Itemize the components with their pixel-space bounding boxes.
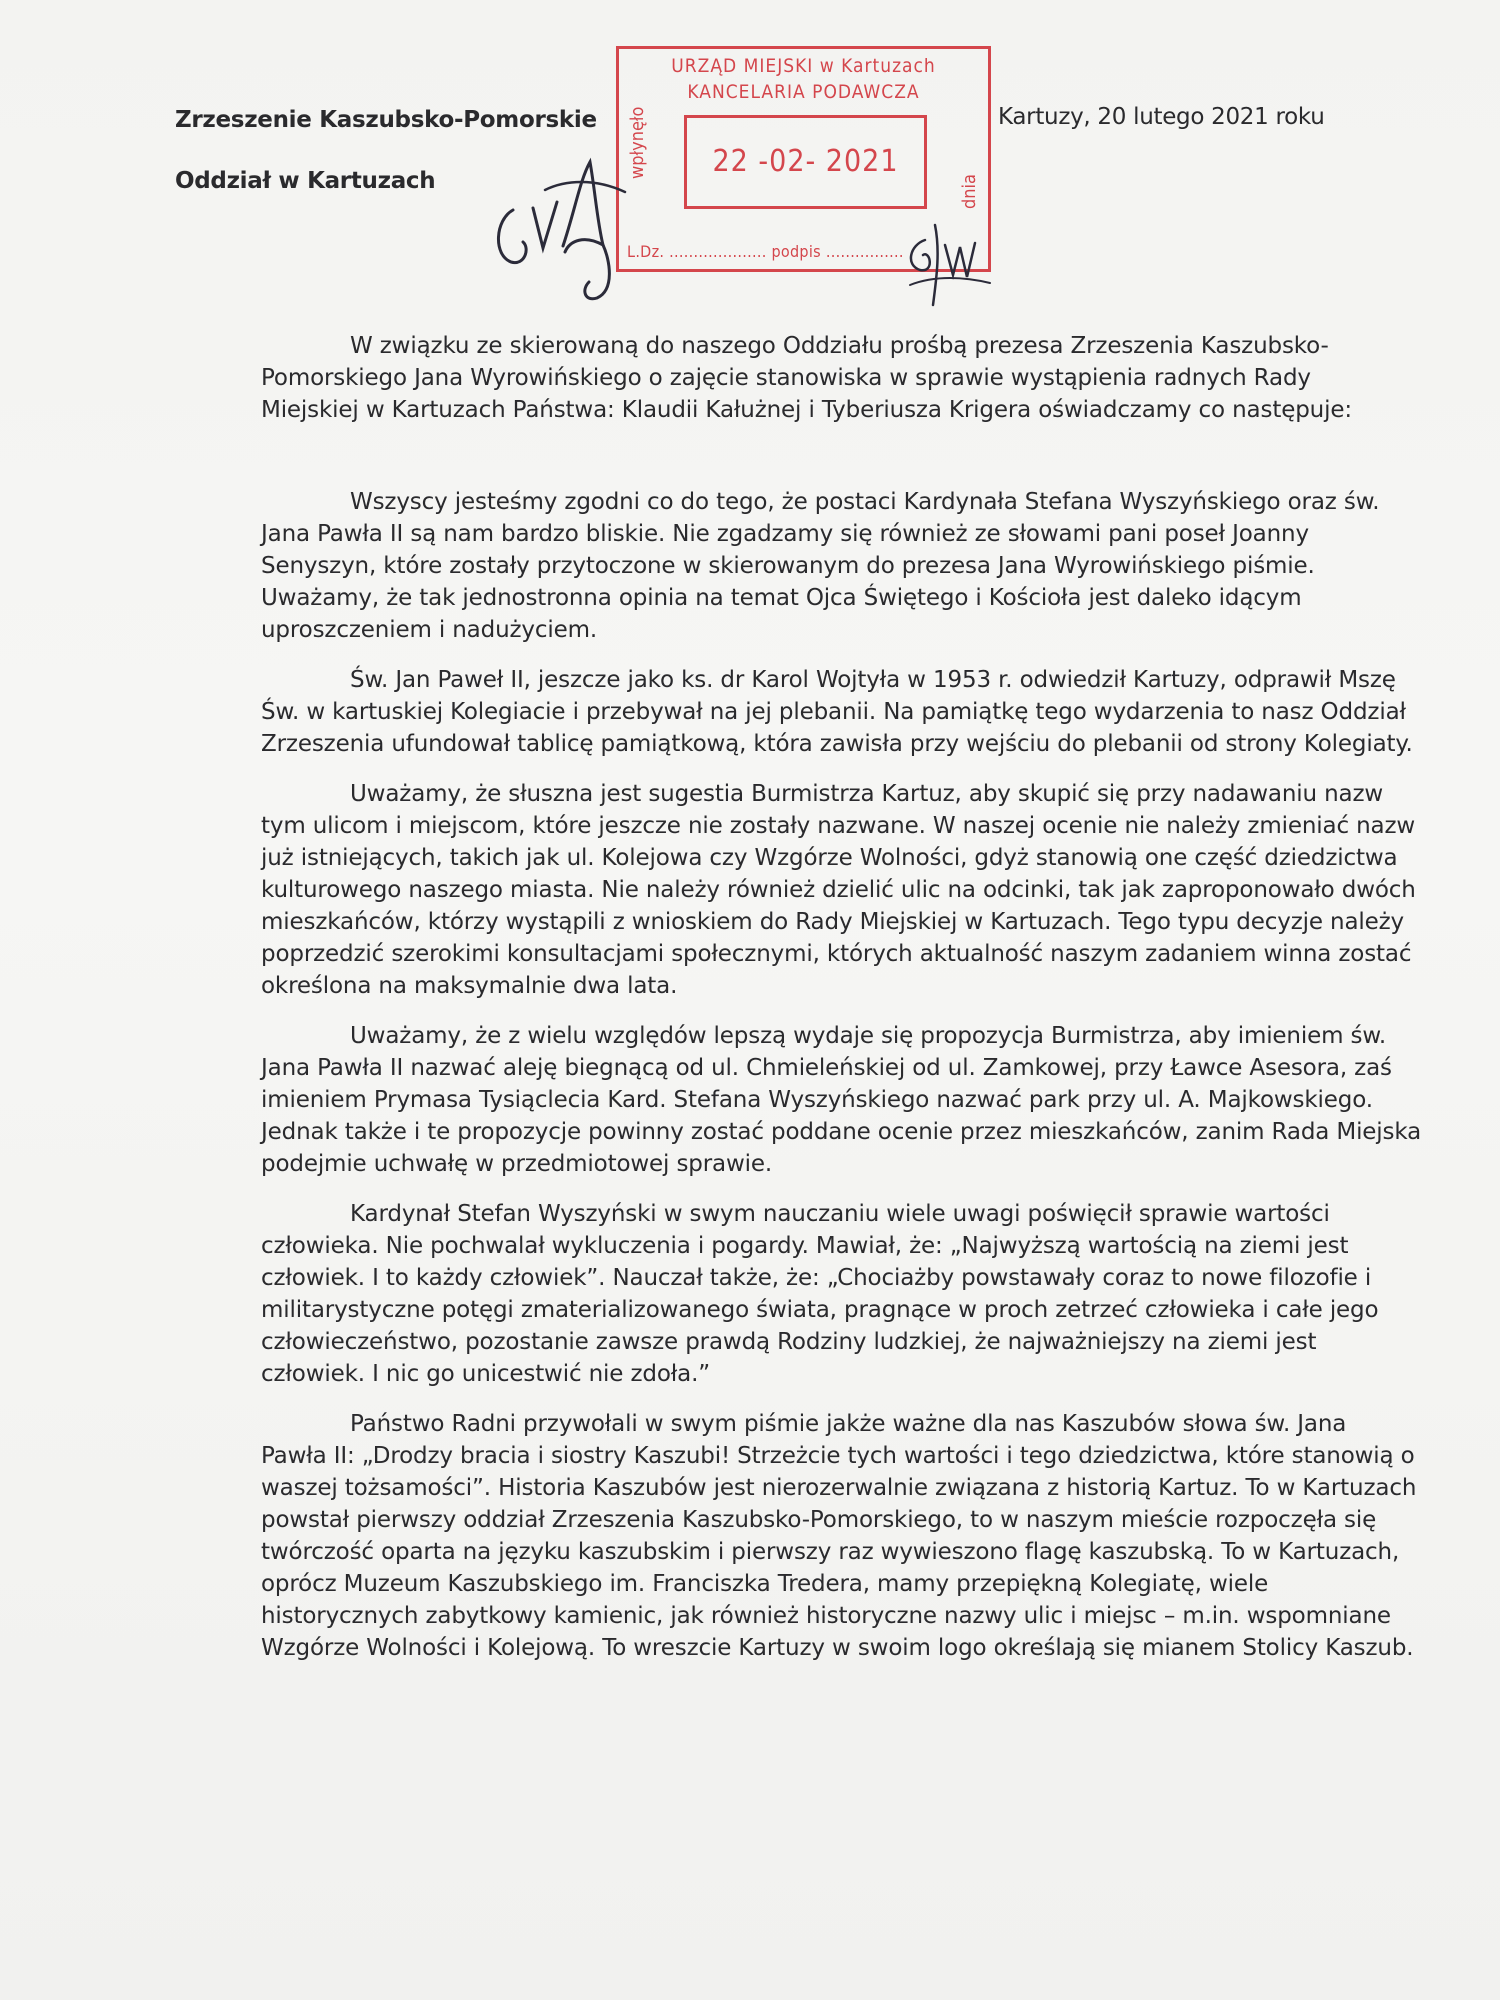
- text-line: określona na maksymalnie dwa lata.: [261, 973, 678, 999]
- stamp-date-box: [684, 115, 927, 209]
- text-line: człowiek. I nic go unicestwić nie zdoła.”: [261, 1361, 710, 1387]
- text-line: Wszyscy jesteśmy zgodni co do tego, że postaci Kardynała Stefana Wyszyńskiego oraz św.: [350, 489, 1380, 515]
- text-line: waszej tożsamości”. Historia Kaszubów jest nierozerwalnie związana z historią Kartuz. To w Kartuzach: [261, 1475, 1417, 1501]
- text-line: Uważamy, że tak jednostronna opinia na temat Ojca Świętego i Kościoła jest daleko idącym: [261, 585, 1302, 611]
- text-line: Miejskiej w Kartuzach Państwa: Klaudii Kałużnej i Tyberiusza Krigera oświadczamy co następuje:: [261, 397, 1352, 423]
- stamp-ldz-line: L.Dz. .................... podpis ................: [627, 242, 904, 261]
- paragraph: [172, 330, 1352, 426]
- text-line: Jana Pawła II nazwać aleję biegnącą od ul. Chmieleńskiej od ul. Zamkowej, przy Ławce Asesora, zaś: [261, 1055, 1392, 1081]
- text-line: człowieczeństwo, pozostanie zawsze prawdą Rodziny ludzkiej, że najważniejszy na ziemi jest: [261, 1329, 1317, 1355]
- text-line: Senyszyn, które zostały przytoczone w skierowanym do prezesa Jana Wyrowińskiego piśmie.: [261, 553, 1315, 579]
- paragraph: [172, 778, 1416, 1002]
- stamp-day-label: dnia: [959, 174, 980, 209]
- text-line: imieniem Prymasa Tysiąclecia Kard. Stefana Wyszyńskiego nazwać park przy ul. A. Majkowskiego.: [261, 1087, 1373, 1113]
- stamp-received-label: wpłynęło: [627, 106, 648, 179]
- text-line: Jana Pawła II są nam bardzo bliskie. Nie zgadzamy się również ze słowami pani poseł Joanny: [261, 521, 1309, 547]
- text-line: Św. Jan Paweł II, jeszcze jako ks. dr Karol Wojtyła w 1953 r. odwiedził Kartuzy, odprawił Mszę: [350, 667, 1396, 693]
- text-line: militarystyczne potęgi zmaterializowanego świata, pragnące w proch zetrzeć człowieka i całe jego: [261, 1297, 1379, 1323]
- paragraph: [172, 486, 1380, 646]
- stamp-date: 22 -02- 2021: [712, 144, 899, 179]
- text-line: człowieka. Nie pochwalał wykluczenia i pogardy. Mawiał, że: „Najwyższą wartością na ziemi jest: [261, 1233, 1349, 1259]
- text-line: tym ulicom i miejscom, które jeszcze nie zostały nazwane. W naszej ocenie nie należy zmieniać nazw: [261, 813, 1416, 839]
- letter-date: Kartuzy, 20 lutego 2021 roku: [998, 104, 1325, 130]
- text-line: twórczość oparta na języku kaszubskim i pierwszy raz wywieszono flagę kaszubską. To w Kartuzach,: [261, 1539, 1400, 1565]
- receipt-stamp: [616, 46, 991, 272]
- organization-branch: Oddział w Kartuzach: [175, 168, 436, 194]
- paragraph: [172, 1408, 1417, 1664]
- paragraph: [172, 664, 1413, 760]
- text-line: uproszczeniem i nadużyciem.: [261, 617, 598, 643]
- paragraph: [172, 1020, 1422, 1180]
- text-line: Jednak także i te propozycje powinny zostać poddane ocenie przez mieszkańców, zanim Rada Miejska: [261, 1119, 1422, 1145]
- text-line: Uważamy, że z wielu względów lepszą wydaje się propozycja Burmistrza, aby imieniem św.: [350, 1023, 1387, 1049]
- text-line: Uważamy, że słuszna jest sugestia Burmistrza Kartuz, aby skupić się przy nadawaniu nazw: [350, 781, 1384, 807]
- text-line: powstał pierwszy oddział Zrzeszenia Kaszubsko-Pomorskiego, to w naszym mieście rozpoczęła się: [261, 1507, 1377, 1533]
- text-line: mieszkańców, którzy wystąpili z wnioskiem do Rady Miejskiej w Kartuzach. Tego typu decyzje należy: [261, 909, 1405, 935]
- stamp-department: KANCELARIA PODAWCZA: [687, 81, 920, 103]
- text-line: Wzgórze Wolności i Kolejową. To wreszcie Kartuzy w swoim logo określają się mianem Stolicy Kaszub.: [261, 1635, 1414, 1661]
- text-line: Pawła II: „Drodzy bracia i siostry Kaszubi! Strzeżcie tych wartości i tego dziedzictwa, które stanowią o: [261, 1443, 1415, 1469]
- text-line: Państwo Radni przywołali w swym piśmie jakże ważne dla nas Kaszubów słowa św. Jana: [350, 1411, 1347, 1437]
- text-line: podejmie uchwałę w przedmiotowej sprawie.: [261, 1151, 773, 1177]
- letter-body: [172, 330, 1422, 1682]
- text-line: Kardynał Stefan Wyszyński w swym nauczaniu wiele uwagi poświęcił sprawie wartości: [350, 1201, 1330, 1227]
- text-line: Zrzeszenia ufundował tablicę pamiątkową, która zawisła przy wejściu do plebanii od strony Kolegiaty.: [261, 731, 1413, 757]
- text-line: historycznych zabytkowy kamienic, jak również historyczne nazwy ulic i miejsc – m.in. wspomniane: [261, 1603, 1391, 1629]
- stamp-office: URZĄD MIEJSKI w Kartuzach: [671, 55, 936, 77]
- organization-name: Zrzeszenie Kaszubsko-Pomorskie: [175, 107, 597, 133]
- text-line: Św. w kartuskiej Kolegiacie i przebywał na jej plebanii. Na pamiątkę tego wydarzenia to nasz Oddział: [261, 699, 1406, 725]
- text-line: W związku ze skierowaną do naszego Oddziału prośbą prezesa Zrzeszenia Kaszubsko-: [350, 333, 1329, 359]
- text-line: Pomorskiego Jana Wyrowińskiego o zajęcie stanowiska w sprawie wystąpienia radnych Rady: [261, 365, 1311, 391]
- text-line: poprzedzić szerokimi konsultacjami społecznymi, których aktualność naszym zadaniem winna zostać: [261, 941, 1412, 967]
- text-line: oprócz Muzeum Kaszubskiego im. Franciszka Tredera, mamy przepiękną Kolegiatę, wiele: [261, 1571, 1269, 1597]
- paragraph: [172, 1198, 1379, 1390]
- text-line: kulturowego naszego miasta. Nie należy również dzielić ulic na odcinki, tak jak zaproponowało dwóch: [261, 877, 1416, 903]
- text-line: człowiek. I to każdy człowiek”. Nauczał także, że: „Chociażby powstawały coraz to nowe filozofie i: [261, 1265, 1372, 1291]
- text-line: już istniejących, takich jak ul. Kolejowa czy Wzgórze Wolności, gdyż stanowią one część dziedzictwa: [261, 845, 1398, 871]
